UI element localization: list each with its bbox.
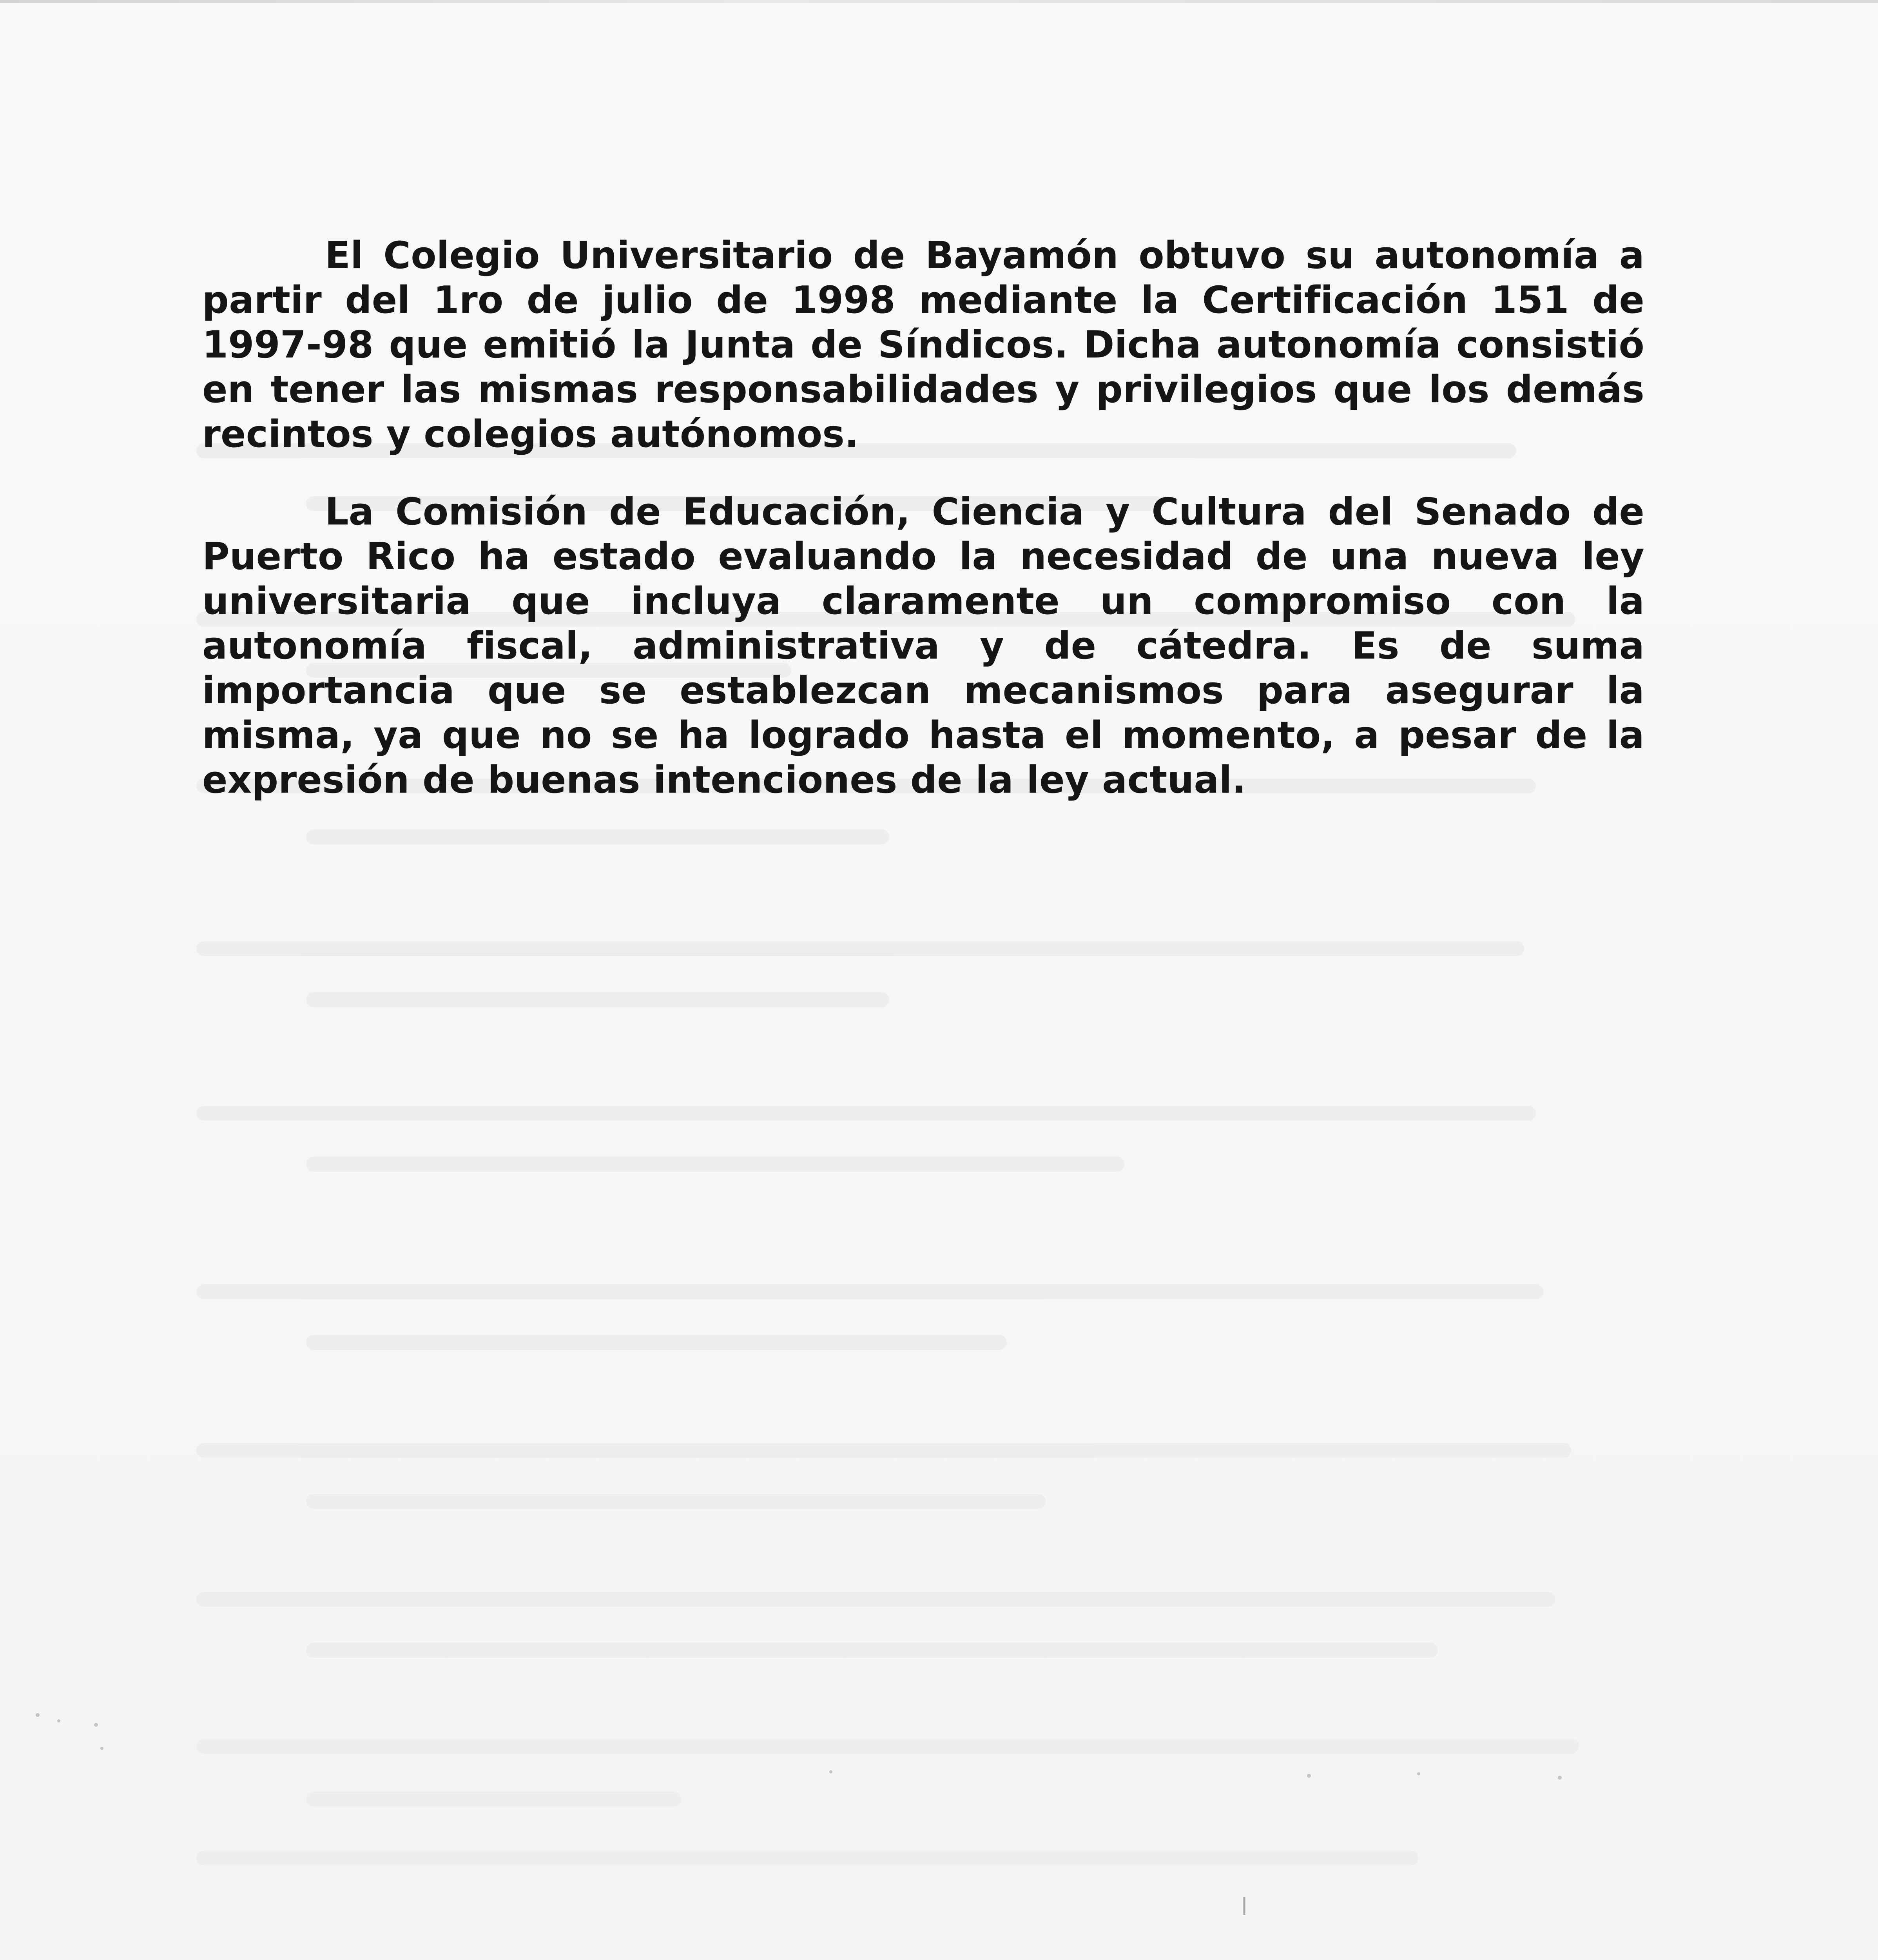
scan-top-edge <box>0 0 1878 3</box>
paragraph-autonomy-history: El Colegio Universitario de Bayamón obtuvo su autonomía a partir del 1ro de julio de 1998 mediante la Certificación 151 de 1997-98 que emitió la Junta de Síndicos. Dicha autonomía consistió en tener las mismas responsabilidades y privilegios que los demás recintos y colegios autónomos. <box>202 234 1644 456</box>
body-text <box>202 233 1644 802</box>
paragraph-senate-commission: La Comisión de Educación, Ciencia y Cultura del Senado de Puerto Rico ha estado evaluando la necesidad de una nueva ley universitaria que incluya claramente un compromiso con la autonomía fiscal, administrativa y de cátedra. Es de suma importancia que se establezcan mecanismos para asegurar la misma, ya que no se ha logrado hasta el momento, a pesar de la expresión de buenas intenciones de la ley actual. <box>202 490 1644 802</box>
